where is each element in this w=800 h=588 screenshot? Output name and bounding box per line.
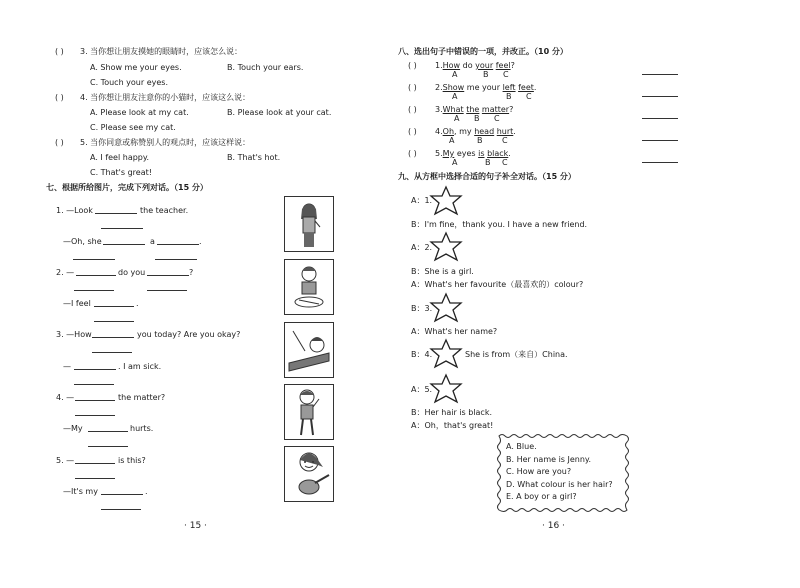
- blank[interactable]: [155, 259, 197, 260]
- error-sentence-5: 5.My eyes is black.: [435, 149, 511, 158]
- option-c: C. Touch your eyes.: [90, 78, 168, 87]
- hurt-child-picture: [284, 384, 334, 440]
- star-answer-slot-2[interactable]: [426, 230, 466, 264]
- sick-child-icon: [285, 323, 333, 377]
- conv-line-4: B：She is a girl.: [411, 267, 474, 276]
- sick-child-picture: [284, 322, 334, 378]
- answer-paren[interactable]: ( ): [55, 93, 64, 102]
- letter-a: A: [449, 136, 455, 145]
- dialog-2-line-1-b: do you: [118, 268, 146, 277]
- letter-c: C: [494, 114, 500, 123]
- dialog-2-line-1-a: 2. —: [56, 268, 75, 277]
- error-sentence-2: 2.Show me your left feet.: [435, 83, 537, 92]
- blank[interactable]: [75, 415, 115, 416]
- option-b: B. That's hot.: [227, 153, 281, 162]
- letter-b: B: [477, 136, 483, 145]
- letter-a: A: [452, 158, 458, 167]
- options-list: [506, 441, 613, 504]
- conv-line-6: B：3.: [411, 304, 433, 313]
- blank[interactable]: [92, 337, 134, 338]
- letter-b: B: [483, 70, 489, 79]
- letter-b: B: [485, 158, 491, 167]
- conv-line-9: A：5.: [411, 385, 433, 394]
- correction-blank[interactable]: [642, 96, 678, 97]
- option-a: A. Show me your eyes.: [90, 63, 182, 72]
- option-item: E. A boy or a girl?: [506, 492, 577, 501]
- option-c: C. That's great!: [90, 168, 152, 177]
- dialog-5-line-2-b: .: [145, 487, 148, 496]
- dialog-3-line-2-b: . I am sick.: [118, 362, 162, 371]
- answer-paren[interactable]: ( ): [408, 83, 417, 92]
- dialog-1-line-1-b: the teacher.: [140, 206, 189, 215]
- blank[interactable]: [88, 446, 128, 447]
- blank[interactable]: [101, 509, 141, 510]
- girl-icon: [285, 447, 333, 501]
- correction-blank[interactable]: [642, 140, 678, 141]
- conv-line-10: B：Her hair is black.: [411, 408, 492, 417]
- dialog-2-line-2-a: —I feel: [63, 299, 91, 308]
- correction-blank[interactable]: [642, 162, 678, 163]
- child-icon: [285, 260, 333, 314]
- blank[interactable]: [75, 478, 115, 479]
- sad-child-picture: [284, 259, 334, 315]
- blank[interactable]: [94, 306, 134, 307]
- letter-b: B: [474, 114, 480, 123]
- answer-paren[interactable]: ( ): [408, 105, 417, 114]
- conv-line-8b: She is from（来自）China.: [465, 350, 568, 359]
- dialog-4-line-1-b: the matter?: [118, 393, 166, 402]
- teacher-icon: [285, 197, 333, 251]
- blank[interactable]: [76, 275, 116, 276]
- dialog-4-line-1-a: 4. —: [56, 393, 75, 402]
- dialog-1-line-2-c: .: [199, 237, 202, 246]
- page-number-left: · 15 ·: [184, 521, 207, 531]
- blank[interactable]: [88, 431, 128, 432]
- answer-paren[interactable]: ( ): [408, 149, 417, 158]
- blank[interactable]: [74, 384, 114, 385]
- option-a: A. Please look at my cat.: [90, 108, 189, 117]
- dialog-4-line-2-b: hurts.: [130, 424, 154, 433]
- option-item: D. What colour is her hair?: [506, 479, 613, 489]
- dialog-5-line-2-a: —It's my: [63, 487, 98, 496]
- option-item: A. Blue.: [506, 442, 537, 451]
- correction-blank[interactable]: [642, 118, 678, 119]
- option-b: B. Touch your ears.: [227, 63, 304, 72]
- star-answer-slot-5[interactable]: [426, 372, 466, 406]
- option-c: C. Please see my cat.: [90, 123, 176, 132]
- blank[interactable]: [101, 228, 143, 229]
- dialog-2-line-1-c: ?: [189, 268, 194, 277]
- option-a: A. I feel happy.: [90, 153, 150, 162]
- dialog-3-line-2-a: —: [63, 362, 71, 371]
- blank[interactable]: [157, 244, 199, 245]
- blank[interactable]: [75, 463, 115, 464]
- letter-c: C: [526, 92, 532, 101]
- error-sentence-3: 3.What the matter?: [435, 105, 514, 114]
- letter-b: B: [506, 92, 512, 101]
- girl-with-guitar-picture: [284, 446, 334, 502]
- dialog-1-line-2-a: —Oh, she: [63, 237, 102, 246]
- conv-line-8a: B：4.: [411, 350, 433, 359]
- conv-line-2: B：I'm fine，thank you. I have a new friend.: [411, 220, 588, 229]
- dialog-2-line-2-b: .: [136, 299, 139, 308]
- question-stem: 5. 当你同意或称赞别人的观点时，应该这样说：: [80, 138, 251, 147]
- section-7-heading: 七、根据所给图片，完成下列对话。（15 分）: [46, 183, 208, 192]
- blank[interactable]: [147, 275, 189, 276]
- blank[interactable]: [95, 213, 137, 214]
- blank[interactable]: [147, 290, 187, 291]
- section-9-heading: 九、从方框中选择合适的句子补全对话。（15 分）: [398, 172, 576, 181]
- star-answer-slot-4[interactable]: [426, 337, 466, 371]
- blank[interactable]: [74, 290, 114, 291]
- question-stem: 4. 当你想让朋友注意你的小猫时，应该这么说：: [80, 93, 251, 102]
- conv-line-1: A：1.: [411, 196, 433, 205]
- star-answer-slot-3[interactable]: [426, 291, 466, 325]
- blank[interactable]: [75, 400, 115, 401]
- conv-line-5: A：What's her favourite（最喜欢的）colour?: [411, 280, 584, 289]
- options-box: [496, 433, 630, 513]
- blank[interactable]: [73, 259, 115, 260]
- letter-a: A: [452, 70, 458, 79]
- letter-c: C: [503, 70, 509, 79]
- conv-line-11: A：Oh，that's great!: [411, 421, 494, 430]
- conv-line-7: A：What's her name?: [411, 327, 498, 336]
- dialog-5-line-1-a: 5. —: [56, 456, 75, 465]
- answer-paren[interactable]: ( ): [55, 47, 64, 56]
- error-sentence-1: 1.How do your feel?: [435, 61, 515, 70]
- blank[interactable]: [74, 369, 116, 370]
- hurt-child-icon: [285, 385, 333, 439]
- teacher-picture: [284, 196, 334, 252]
- dialog-3-line-1-b: you today? Are you okay?: [137, 330, 241, 339]
- letter-a: A: [454, 114, 460, 123]
- correction-blank[interactable]: [642, 74, 678, 75]
- blank[interactable]: [94, 321, 134, 322]
- conv-line-3: A：2.: [411, 243, 433, 252]
- answer-paren[interactable]: ( ): [55, 138, 64, 147]
- answer-paren[interactable]: ( ): [408, 127, 417, 136]
- blank[interactable]: [103, 244, 145, 245]
- option-item: B. Her name is Jenny.: [506, 454, 592, 464]
- dialog-5-line-1-b: is this?: [118, 456, 146, 465]
- page-number-right: · 16 ·: [542, 521, 565, 531]
- answer-paren[interactable]: ( ): [408, 61, 417, 70]
- option-b: B. Please look at your cat.: [227, 108, 332, 117]
- section-8-heading: 八、选出句子中错误的一项，并改正。（10 分）: [398, 47, 568, 56]
- question-stem: 3. 当你想让朋友摸她的眼睛时，应该怎么说：: [80, 47, 243, 56]
- star-answer-slot-1[interactable]: [426, 184, 466, 218]
- letter-a: A: [452, 92, 458, 101]
- dialog-4-line-2-a: —My: [63, 424, 83, 433]
- letter-c: C: [502, 158, 508, 167]
- option-item: C. How are you?: [506, 467, 572, 476]
- dialog-3-line-1-a: 3. —How: [56, 330, 92, 339]
- dialog-1-line-1-a: 1. —Look: [56, 206, 93, 215]
- blank[interactable]: [101, 494, 143, 495]
- letter-c: C: [502, 136, 508, 145]
- error-sentence-4: 4.Oh, my head hurt.: [435, 127, 516, 136]
- dialog-1-line-2-b: a: [150, 237, 155, 246]
- blank[interactable]: [92, 352, 132, 353]
